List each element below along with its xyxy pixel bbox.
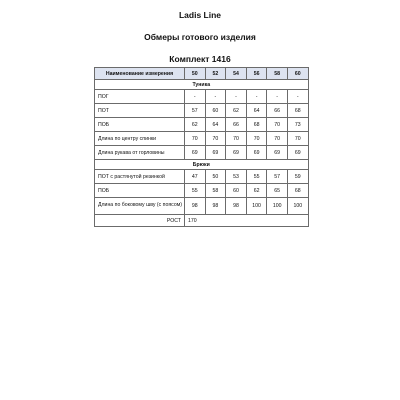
measurement-value: 55 bbox=[185, 184, 206, 198]
measurement-value: 69 bbox=[226, 146, 247, 160]
measurement-value: 66 bbox=[267, 104, 288, 118]
measurement-value: 65 bbox=[267, 184, 288, 198]
measurement-value: 55 bbox=[246, 170, 267, 184]
growth-label: РОСТ bbox=[95, 215, 185, 227]
measurement-value: 62 bbox=[246, 184, 267, 198]
measurement-value: 60 bbox=[226, 184, 247, 198]
measurement-value: - bbox=[226, 90, 247, 104]
measurement-value: 69 bbox=[246, 146, 267, 160]
table-row bbox=[95, 146, 309, 160]
measurement-value: 68 bbox=[287, 184, 308, 198]
header-size: 58 bbox=[267, 68, 288, 80]
table-row bbox=[95, 104, 309, 118]
header-size: 52 bbox=[205, 68, 226, 80]
measurement-value: 59 bbox=[287, 170, 308, 184]
measurement-value: 53 bbox=[226, 170, 247, 184]
header-size: 56 bbox=[246, 68, 267, 80]
measurement-value: - bbox=[246, 90, 267, 104]
measurement-value: 62 bbox=[226, 104, 247, 118]
measurement-value: 47 bbox=[185, 170, 206, 184]
table-header-row bbox=[95, 68, 309, 80]
header-measurement-name: Наименование измерения bbox=[95, 68, 185, 80]
measurement-label: ПОТ с растянутой резинкой bbox=[95, 170, 185, 184]
measurement-value: 70 bbox=[287, 132, 308, 146]
table-row bbox=[95, 90, 309, 104]
measurement-value: 69 bbox=[287, 146, 308, 160]
measurement-value: 73 bbox=[287, 118, 308, 132]
measurement-value: 70 bbox=[267, 132, 288, 146]
measurement-value: 60 bbox=[205, 104, 226, 118]
measurement-value: 100 bbox=[246, 198, 267, 215]
measurement-value: 68 bbox=[287, 104, 308, 118]
measurement-label: ПОБ bbox=[95, 118, 185, 132]
section-row bbox=[95, 80, 309, 90]
measurement-label: Длина рукава от горловины bbox=[95, 146, 185, 160]
measurement-value: 98 bbox=[205, 198, 226, 215]
header-size: 50 bbox=[185, 68, 206, 80]
measurement-value: - bbox=[267, 90, 288, 104]
measurement-value: 69 bbox=[185, 146, 206, 160]
measurement-value: 64 bbox=[205, 118, 226, 132]
measurement-value: 100 bbox=[267, 198, 288, 215]
growth-value: 170 bbox=[185, 215, 309, 227]
measurement-value: 70 bbox=[226, 132, 247, 146]
measurement-value: - bbox=[287, 90, 308, 104]
measurement-value: 70 bbox=[246, 132, 267, 146]
header-size: 54 bbox=[226, 68, 247, 80]
measurement-value: 50 bbox=[205, 170, 226, 184]
measurement-label: Длина по центру спинки bbox=[95, 132, 185, 146]
measurement-label: ПОТ bbox=[95, 104, 185, 118]
measurement-value: 57 bbox=[185, 104, 206, 118]
measurement-label: Длина по боковому шву (с поясом) bbox=[95, 198, 185, 215]
measurement-value: 58 bbox=[205, 184, 226, 198]
measurements-table bbox=[94, 67, 309, 227]
measurement-value: 70 bbox=[185, 132, 206, 146]
measurement-value: 64 bbox=[246, 104, 267, 118]
measurement-value: 57 bbox=[267, 170, 288, 184]
measurement-value: 66 bbox=[226, 118, 247, 132]
growth-row bbox=[95, 215, 309, 227]
section-title: Туника bbox=[95, 80, 309, 90]
measurement-label: ПОГ bbox=[95, 90, 185, 104]
table-row bbox=[95, 184, 309, 198]
measurement-value: 69 bbox=[267, 146, 288, 160]
measurement-value: - bbox=[185, 90, 206, 104]
measurement-value: 98 bbox=[185, 198, 206, 215]
measurement-value: 69 bbox=[205, 146, 226, 160]
brand-title: Ladis Line bbox=[178, 10, 222, 20]
measurement-value: 70 bbox=[205, 132, 226, 146]
measurement-value: 62 bbox=[185, 118, 206, 132]
table-row bbox=[95, 118, 309, 132]
measurement-value: - bbox=[205, 90, 226, 104]
measurement-label: ПОБ bbox=[95, 184, 185, 198]
table-row bbox=[95, 198, 309, 215]
section-row bbox=[95, 160, 309, 170]
measurement-value: 100 bbox=[287, 198, 308, 215]
measurement-value: 98 bbox=[226, 198, 247, 215]
section-title: Брюки bbox=[95, 160, 309, 170]
table-row bbox=[95, 170, 309, 184]
header-size: 60 bbox=[287, 68, 308, 80]
table-row bbox=[95, 132, 309, 146]
measurement-value: 68 bbox=[246, 118, 267, 132]
set-title: Комплект 1416 bbox=[169, 54, 231, 64]
measurement-value: 70 bbox=[267, 118, 288, 132]
document-title: Обмеры готового изделия bbox=[144, 32, 256, 42]
